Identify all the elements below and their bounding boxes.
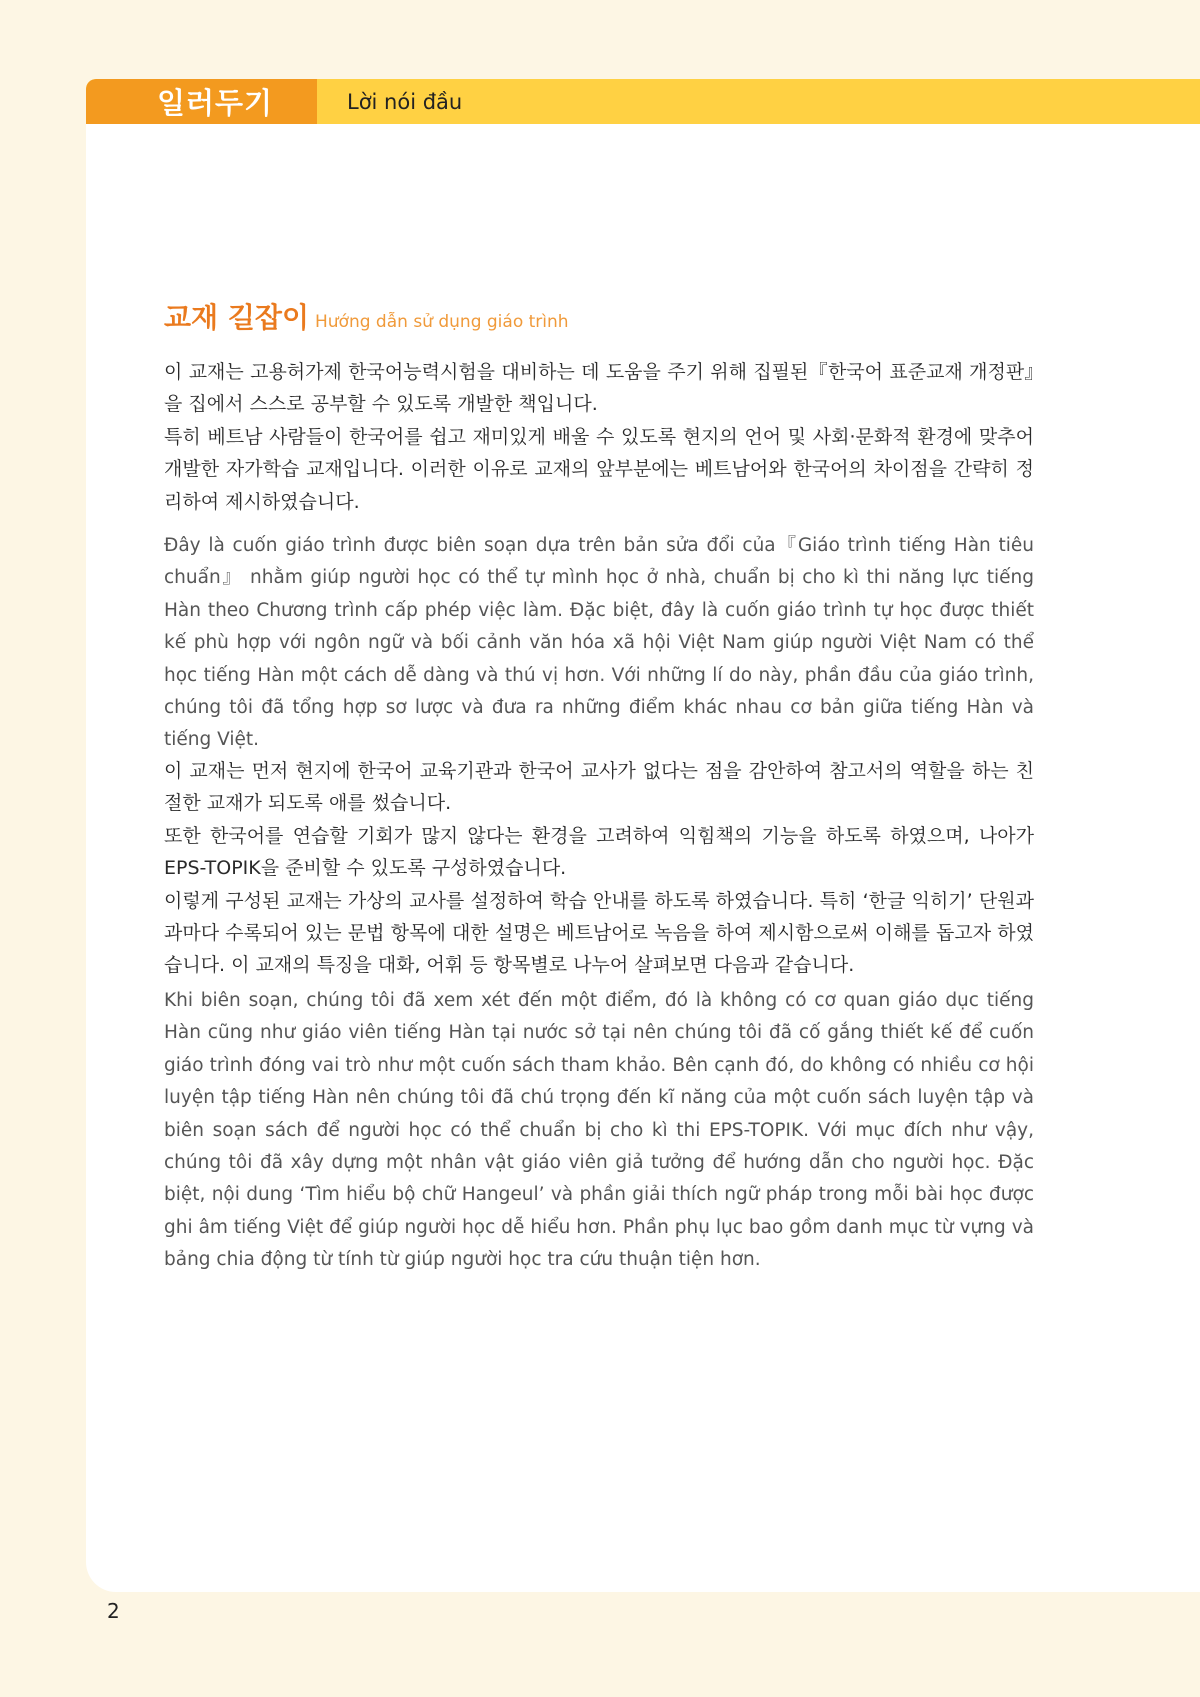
section-title-korean: 교재 길잡이 — [164, 301, 309, 334]
intro-vietnamese-block — [164, 530, 1034, 757]
section-title-vietnamese: Hướng dẫn sử dụng giáo trình — [315, 312, 569, 332]
header-subtitle: Lời nói đầu — [347, 89, 463, 114]
features-vietnamese-block — [164, 985, 1034, 1277]
paragraph: Khi biên soạn, chúng tôi đã xem xét đến một điểm, đó là không có cơ quan giáo dục tiếng Hàn cũng như giáo viên tiếng Hàn tại nước sở tại nên chúng tôi đã cố gắng thiết kế để cuốn giáo trình đóng vai trò như một cuốn sách tham khảo. Bên cạnh đó, do không có nhiều cơ hội luyện tập tiếng Hàn nên chúng tôi đã chú trọng đến kĩ năng của một cuốn sách luyện tập và biên soạn sách để người học có thể chuẩn bị cho kì thi EPS-TOPIK. Với mục đích như vậy, chúng tôi đã xây dựng một nhân vật giáo viên giả tưởng để hướng dẫn cho người học. Đặc biệt, nội dung ‘Tìm hiểu bộ chữ Hangeul’ và phần giải thích ngữ pháp trong mỗi bài học được ghi âm tiếng Việt để giúp người học dễ hiểu hơn. Phần phụ lục bao gồm danh mục từ vựng và bảng chia động từ tính từ giúp người học tra cứu thuận tiện hơn. — [164, 990, 1034, 1271]
page-number: 2 — [107, 1599, 120, 1623]
header-tab — [86, 79, 317, 124]
paragraph: Đây là cuốn giáo trình được biên soạn dựa trên bản sửa đổi của『Giáo trình tiếng Hàn tiêu chuẩn』 nhằm giúp người học có thể tự mình học ở nhà, chuẩn bị cho kì thi năng lực tiếng Hàn theo Chương trình cấp phép việc làm. Đặc biệt, đây là cuốn giáo trình tự học được thiết kế phù hợp với ngôn ngữ và bối cảnh văn hóa xã hội Việt Nam giúp người Việt Nam có thể học tiếng Hàn một cách dễ dàng và thú vị hơn. Với những lí do này, phần đầu của giáo trình, chúng tôi đã tổng hợp sơ lược và đưa ra những điểm khác nhau cơ bản giữa tiếng Hàn và tiếng Việt. — [164, 535, 1034, 751]
features-korean-block — [164, 755, 1034, 982]
header-tab-label: 일러두기 — [157, 86, 274, 120]
paragraph: 이 교재는 고용허가제 한국어능력시험을 대비하는 데 도움을 주기 위해 집필된『한국어 표준교재 개정판』을 집에서 스스로 공부할 수 있도록 개발한 책입니다. — [164, 361, 1034, 416]
paragraph: 이 교재는 먼저 현지에 한국어 교육기관과 한국어 교사가 없다는 점을 감안하여 참고서의 역할을 하는 친절한 교재가 되도록 애를 썼습니다. — [164, 760, 1034, 815]
intro-korean-block — [164, 356, 1034, 518]
paragraph: 또한 한국어를 연습할 기회가 많지 않다는 환경을 고려하여 익힘책의 기능을 하도록 하였으며, 나아가 EPS-TOPIK을 준비할 수 있도록 구성하였습니다. — [164, 824, 1034, 880]
paragraph: 이렇게 구성된 교재는 가상의 교사를 설정하여 학습 안내를 하도록 하였습니다. 특히 ‘한글 익히기’ 단원과 과마다 수록되어 있는 문법 항목에 대한 설명은 베트남어로 녹음을 하여 제시함으로써 이해를 돕고자 하였습니다. 이 교재의 특징을 대화, 어휘 등 항목별로 나누어 살펴보면 다음과 같습니다. — [164, 889, 1034, 977]
header-bar — [86, 79, 1200, 124]
section-heading — [164, 296, 569, 336]
paragraph: 특히 베트남 사람들이 한국어를 쉽고 재미있게 배울 수 있도록 현지의 언어 및 사회·문화적 환경에 맞추어 개발한 자가학습 교재입니다. 이러한 이유로 교재의 앞부분에는 베트남어와 한국어의 차이점을 간략히 정리하여 제시하였습니다. — [164, 425, 1034, 513]
